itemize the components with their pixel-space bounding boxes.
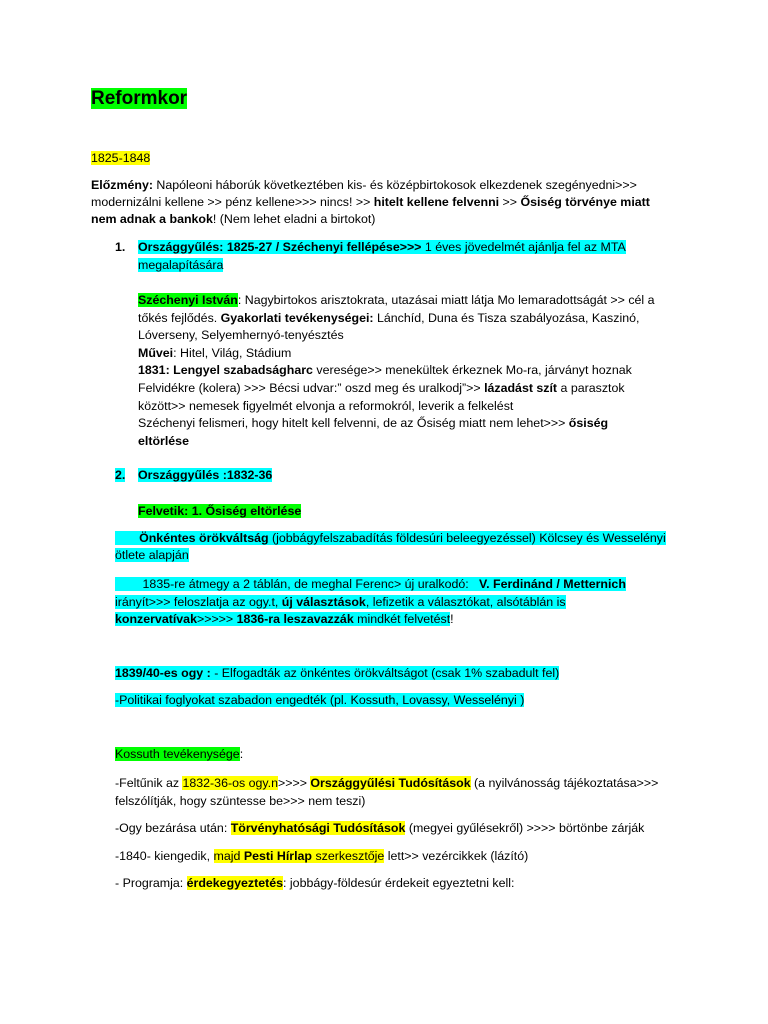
item2-title: Országgyűlés :1832-36 [138,468,273,482]
line-1831: 1831: Lengyel szabadságharc veresége>> menekültek érkeznek Mo-ra, járványt hoznak [138,363,632,377]
onkentes-line-2: ötlete alapján [115,548,189,562]
kossuth-heading: Kossuth tevékenysége: [115,747,244,761]
kozott-line: között>> nemesek figyelmét elvonja a reformokról, leverik a felkelést [138,399,514,413]
eltorlese-line: eltörlése [138,434,189,448]
line-1835: 1835-re átmegy a 2 táblán, de meghal Ferenc> új uralkodó: V. Ferdinánd / Metternich [115,577,626,591]
date-range: 1825-1848 [91,151,151,165]
felvetik-line: Felvetik: 1. Ősiség eltörlése [138,504,302,518]
kossuth-1840-line: -1840- kiengedik, majd Pesti Hírlap szerkesztője lett>> vezércikkek (lázító) [115,849,529,863]
item1-line-2: megalapítására [138,258,224,272]
kossuth-feltunik-line-1: -Feltűnik az 1832-36-os ogy.n>>>> Országgyűlési Tudósítások (a nyilvánosság tájékoztatása>>> [115,776,659,790]
elozmeny-line-2: modernizálni kellene >> pénz kellene>>> nincs! >> hitelt kellene felvenni >> Ősiség törvénye miatt [91,195,650,209]
onkentes-line-1: Önkéntes örökváltság (jobbágyfelszabadítás földesúri beleegyezéssel) Kölcsey és Wesselényi [115,531,666,545]
kossuth-feltunik-line-2: felszólítják, hogy szüntesse be>>> nem teszi) [115,794,366,808]
muvei-line: Művei: Hitel, Világ, Stádium [138,346,292,360]
felismeri-line: Széchenyi felismeri, hogy hitelt kell felvenni, de az Ősiség miatt nem lehet>>> ősiség [138,416,609,430]
list-number-1: 1. [115,240,126,254]
szechenyi-line-1: Széchenyi István: Nagybirtokos arisztokrata, utazásai miatt látja Mo lemaradottságát >> cél a [138,293,655,307]
elozmeny-line-1: Előzmény: Napóleoni háborúk következtében kis- és középbirtokosok elkezdenek szegényedni>>> [91,178,637,192]
list-number-2: 2. [115,468,126,482]
kossuth-ogy-line: -Ogy bezárása után: Törvényhatósági Tudósítások (megyei gyűlésekről) >>>> börtönbe zárják [115,821,645,835]
szechenyi-line-2: tőkés fejlődés. Gyakorlati tevékenységei: Lánchíd, Duna és Tisza szabályozása, Kaszinó, [138,311,640,325]
item1-line-1: Országgyűlés: 1825-27 / Széchenyi fellépése>>> 1 éves jövedelmét ajánlja fel az MTA [138,240,626,254]
ogy-1839-line-1: 1839/40-es ogy : - Elfogadták az önkéntes örökváltságot (csak 1% szabadult fel) [115,666,560,680]
konzervativak-line: konzervatívak>>>>> 1836-ra leszavazzák mindkét felvetést! [115,612,454,626]
felvidek-line: Felvidékre (kolera) >>> Bécsi udvar:” oszd meg és uralkodj”>> lázadást szít a parasztok [138,381,625,395]
ogy-1839-line-2: -Politikai foglyokat szabadon engedték (pl. Kossuth, Lovassy, Wesselényi ) [115,693,525,707]
elozmeny-line-3: nem adnak a bankok! (Nem lehet eladni a birtokot) [91,212,376,226]
page-title: Reformkor [91,88,188,109]
szechenyi-line-3: Lóverseny, Selyemhernyó-tenyésztés [138,328,344,342]
iranyit-line: irányít>>> feloszlatja az ogy.t, új választások, lefizetik a választókat, alsótáblán is [115,595,566,609]
kossuth-program-line: - Programja: érdekegyeztetés: jobbágy-földesúr érdekeit egyeztetni kell: [115,876,515,890]
